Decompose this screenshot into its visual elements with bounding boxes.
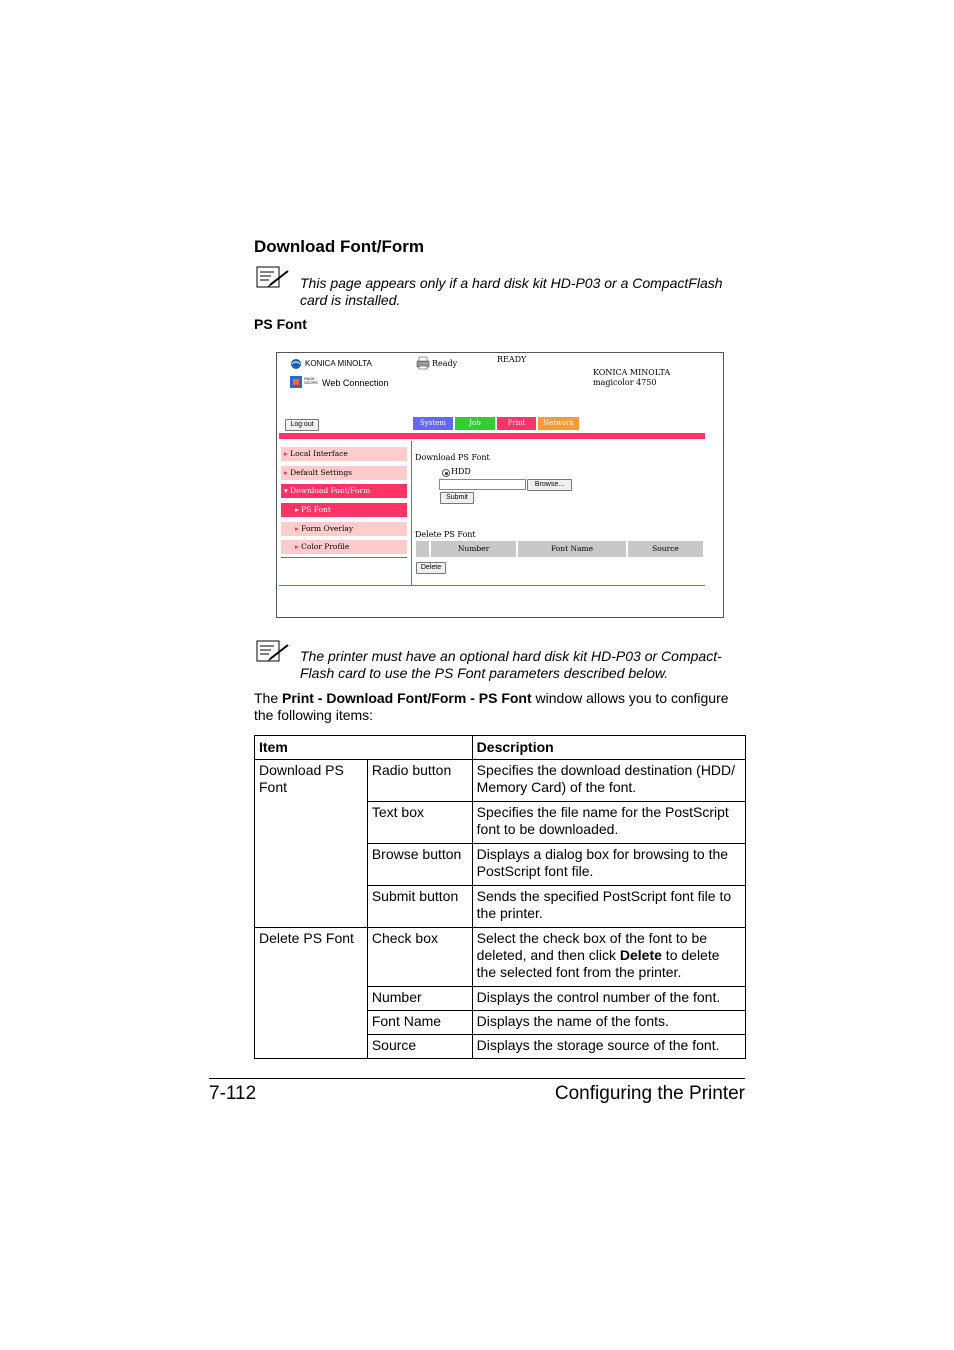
section-title: Download Font/Form: [254, 237, 424, 256]
sidebar-item-label: PS Font: [301, 505, 331, 514]
source-column-header: Source: [628, 541, 703, 557]
sidebar-item-label: Download Font/Form: [290, 486, 371, 495]
description-cell: Specifies the file name for the PostScript font to be downloaded.: [472, 802, 745, 844]
description-cell: Sends the specified PostScript font file to the printer.: [472, 886, 745, 928]
sub-item-cell: Radio button: [367, 760, 472, 802]
sidebar-item-local-interface[interactable]: ▸ Local Interface: [281, 447, 407, 461]
parameter-table: [254, 735, 746, 1059]
pagescope-logo-icon: [289, 375, 303, 389]
chapter-title: Configuring the Printer: [554, 1083, 745, 1104]
note-pencil-icon: [256, 640, 290, 664]
sidebar-item-ps-font[interactable]: ▸ PS Font: [281, 503, 407, 517]
brand-text: KONICA MINOLTA: [305, 359, 372, 368]
sidebar-item-color-profile[interactable]: ▸ Color Profile: [281, 540, 407, 554]
tab-network[interactable]: Network: [538, 417, 579, 430]
sub-item-cell: Number: [367, 987, 472, 1011]
web-connection-screenshot: [276, 352, 724, 618]
sub-item-cell: Source: [367, 1035, 472, 1059]
sidebar-item-label: Default Settings: [290, 468, 352, 477]
table-row: [255, 760, 746, 802]
submit-button[interactable]: Submit: [440, 492, 474, 504]
hdd-radio[interactable]: [442, 469, 450, 477]
sidebar-item-default-settings[interactable]: ▸ Default Settings: [281, 466, 407, 480]
sidebar-divider: [411, 441, 412, 585]
sidebar-item-label: Local Interface: [290, 449, 348, 458]
group-cell: Delete PS Font: [255, 928, 368, 1059]
sidebar-rule: [281, 557, 407, 558]
printer-status-icon: [415, 356, 431, 370]
sidebar-item-download-font-form[interactable]: ▾ Download Font/Form: [281, 484, 407, 498]
hdd-radio-label: HDD: [451, 467, 471, 476]
intro-post: window allows you to configure the following items:: [254, 690, 729, 723]
delete-ps-font-heading: Delete PS Font: [415, 530, 476, 539]
description-cell: [472, 928, 745, 987]
note-text: This page appears only if a hard disk kit HD-P03 or a CompactFlash card is installed.: [300, 275, 723, 308]
file-name-input[interactable]: [439, 479, 526, 490]
description-header: Description: [472, 736, 745, 760]
tab-system[interactable]: System: [413, 417, 453, 430]
model-brand: KONICA MINOLTA: [593, 368, 671, 377]
font-name-column-header: Font Name: [518, 541, 626, 557]
desc-pre: Select the check box of the font to be deleted, and then click: [476, 930, 708, 963]
footer-rule: [279, 585, 705, 586]
desc-post: to delete the selected font from the printer.: [476, 947, 720, 980]
delete-button[interactable]: Delete: [416, 562, 446, 574]
logout-button[interactable]: Log out: [285, 419, 319, 431]
footer-divider: [209, 1078, 745, 1079]
group-cell: Download PS Font: [255, 760, 368, 928]
desc-bold: Delete: [619, 947, 662, 963]
browse-button[interactable]: Browse...: [527, 479, 572, 491]
description-cell: Displays the control number of the font.: [472, 987, 745, 1011]
note-pencil-icon: [256, 266, 290, 290]
tab-job[interactable]: Job: [455, 417, 495, 430]
description-cell: Displays the name of the fonts.: [472, 1011, 745, 1035]
description-cell: Displays a dialog box for browsing to the PostScript font file.: [472, 844, 745, 886]
page-number: 7-112: [209, 1083, 257, 1104]
header-bar: [279, 433, 705, 439]
description-cell: Displays the storage source of the font.: [472, 1035, 745, 1059]
description-cell: Specifies the download destination (HDD/ Memory Card) of the font.: [472, 760, 745, 802]
table-row: [255, 928, 746, 987]
table-header-row: [255, 736, 746, 760]
status-value: READY: [497, 355, 527, 364]
sub-item-cell: Font Name: [367, 1011, 472, 1035]
intro-bold: Print - Download Font/Form - PS Font: [282, 690, 532, 706]
sidebar-item-form-overlay[interactable]: ▸ Form Overlay: [281, 522, 407, 536]
sidebar-item-label: Form Overlay: [301, 524, 354, 533]
sub-item-cell: Text box: [367, 802, 472, 844]
sub-item-cell: Submit button: [367, 886, 472, 928]
note-text: The printer must have an optional hard disk kit HD-P03 or Compact-Flash card to use the PS Font parameters described below.: [300, 648, 722, 681]
checkbox-column-header: [416, 541, 429, 557]
tab-print[interactable]: Print: [497, 417, 536, 430]
sidebar-item-label: Color Profile: [301, 542, 350, 551]
number-column-header: Number: [431, 541, 516, 557]
sub-item-cell: Check box: [367, 928, 472, 987]
download-ps-font-heading: Download PS Font: [415, 453, 490, 462]
subsection-title: PS Font: [254, 316, 307, 332]
intro-pre: The: [254, 690, 283, 706]
model-name: magicolor 4750: [593, 378, 657, 387]
status-label: Ready: [432, 359, 458, 368]
intro-paragraph: [254, 690, 746, 724]
web-connection-title: Web Connection: [322, 378, 389, 388]
sub-item-cell: Browse button: [367, 844, 472, 886]
item-header: Item: [255, 736, 473, 760]
pagescope-text: PAGE SCOPE: [304, 376, 319, 385]
konica-logo-icon: [289, 358, 303, 370]
